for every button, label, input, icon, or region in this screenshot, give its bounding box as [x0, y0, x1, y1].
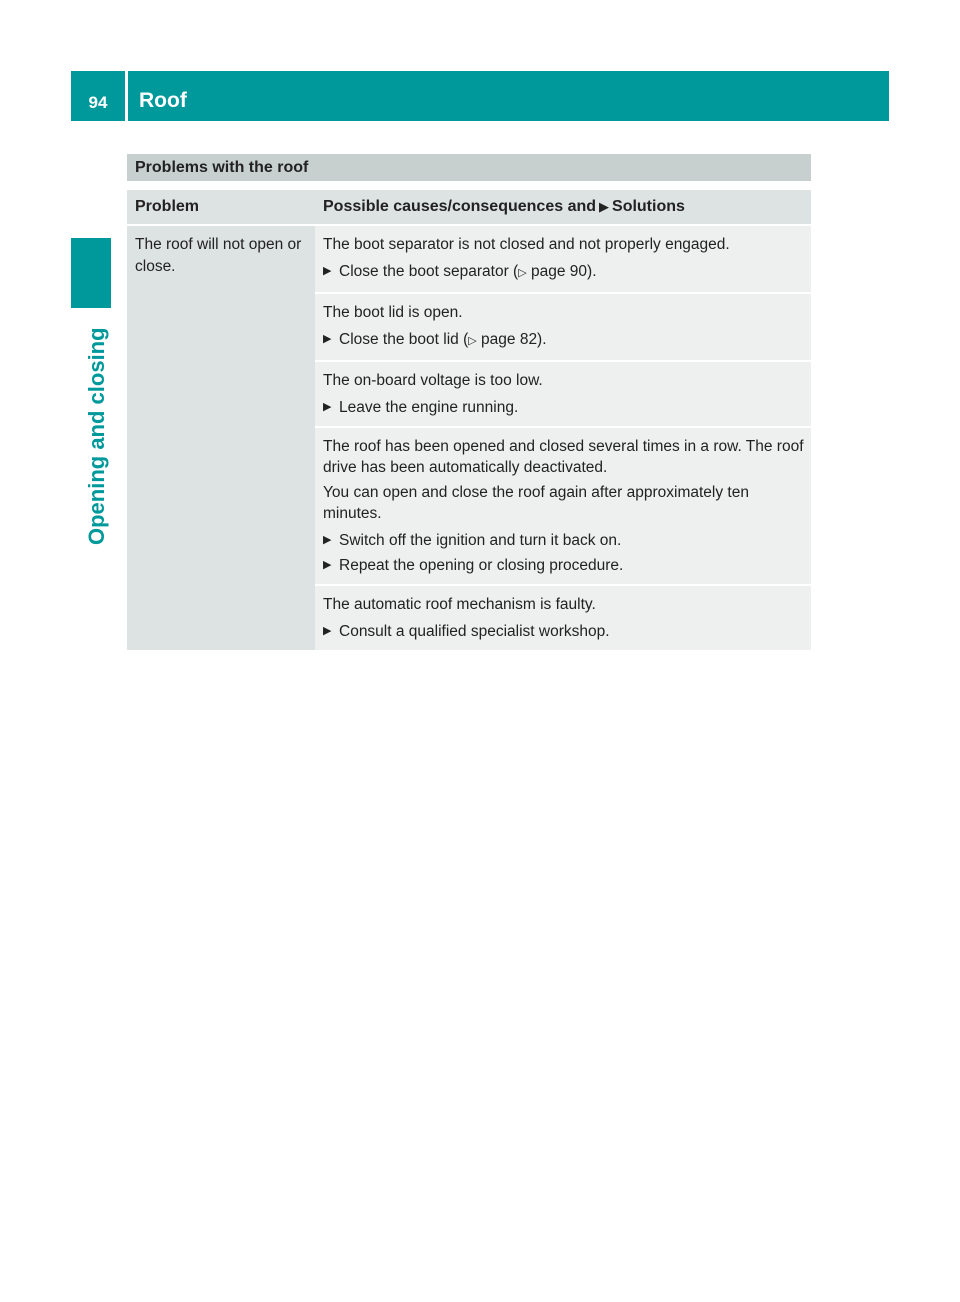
cause-text-secondary: You can open and close the roof again after approximately ten minutes. [323, 484, 749, 522]
step-text: Repeat the opening or closing procedure. [339, 557, 624, 574]
table-header [127, 190, 811, 226]
column-header-causes-label: Possible causes/consequences and [323, 198, 597, 215]
solution-step [323, 397, 805, 418]
step-text [339, 329, 547, 352]
step-arrow-icon: ▶ [323, 333, 332, 345]
chapter-label: Opening and closing [84, 327, 109, 545]
step-text: Switch off the ignition and turn it back on. [339, 532, 622, 549]
step-text [339, 261, 597, 284]
step-label: Close the boot separator ( [339, 263, 519, 280]
table-row [315, 294, 811, 362]
solution-step [323, 621, 805, 642]
table-row [315, 362, 811, 428]
cause-text: The roof has been opened and closed several times in a row. The roof drive has been automatically deactivated. [323, 438, 804, 476]
side-tab-marker [71, 238, 111, 308]
page-reference[interactable]: page 90). [531, 263, 597, 280]
step-arrow-icon: ▶ [323, 534, 332, 546]
table-body [127, 226, 811, 650]
problems-table [127, 190, 811, 650]
step-arrow-icon: ▶ [323, 559, 332, 571]
table-row [315, 226, 811, 294]
cause-text: The on-board voltage is too low. [323, 372, 543, 389]
column-header-problem: Problem [135, 198, 200, 215]
cause-text: The automatic roof mechanism is faulty. [323, 596, 596, 613]
section-heading: Problems with the roof [127, 154, 811, 181]
step-text: Consult a qualified specialist workshop. [339, 623, 610, 640]
solution-step [323, 261, 805, 284]
table-row [315, 586, 811, 650]
header-divider [125, 71, 128, 121]
page-reference[interactable]: page 82). [481, 331, 547, 348]
solution-step [323, 530, 805, 551]
page-ref-arrow-icon: ▷ [518, 267, 527, 279]
solution-step [323, 555, 805, 576]
step-arrow-icon: ▶ [323, 625, 332, 637]
page-number: 94 [88, 93, 108, 112]
step-arrow-icon: ▶ [323, 401, 332, 413]
page-title: Roof [139, 89, 187, 112]
step-text: Leave the engine running. [339, 399, 519, 416]
page-ref-arrow-icon: ▷ [468, 335, 477, 347]
column-header-causes [315, 190, 811, 224]
step-label: Close the boot lid ( [339, 331, 469, 348]
solution-step [323, 329, 805, 352]
table-row [315, 428, 811, 586]
problem-cell: The roof will not open or close. [127, 226, 315, 650]
column-header-solutions-label: Solutions [612, 198, 685, 215]
causes-column [315, 226, 811, 650]
cause-text: The boot separator is not closed and not properly engaged. [323, 236, 730, 253]
header-bar [71, 71, 889, 121]
solutions-arrow-icon: ▶ [599, 199, 610, 214]
step-arrow-icon: ▶ [323, 265, 332, 277]
cause-text: The boot lid is open. [323, 304, 463, 321]
